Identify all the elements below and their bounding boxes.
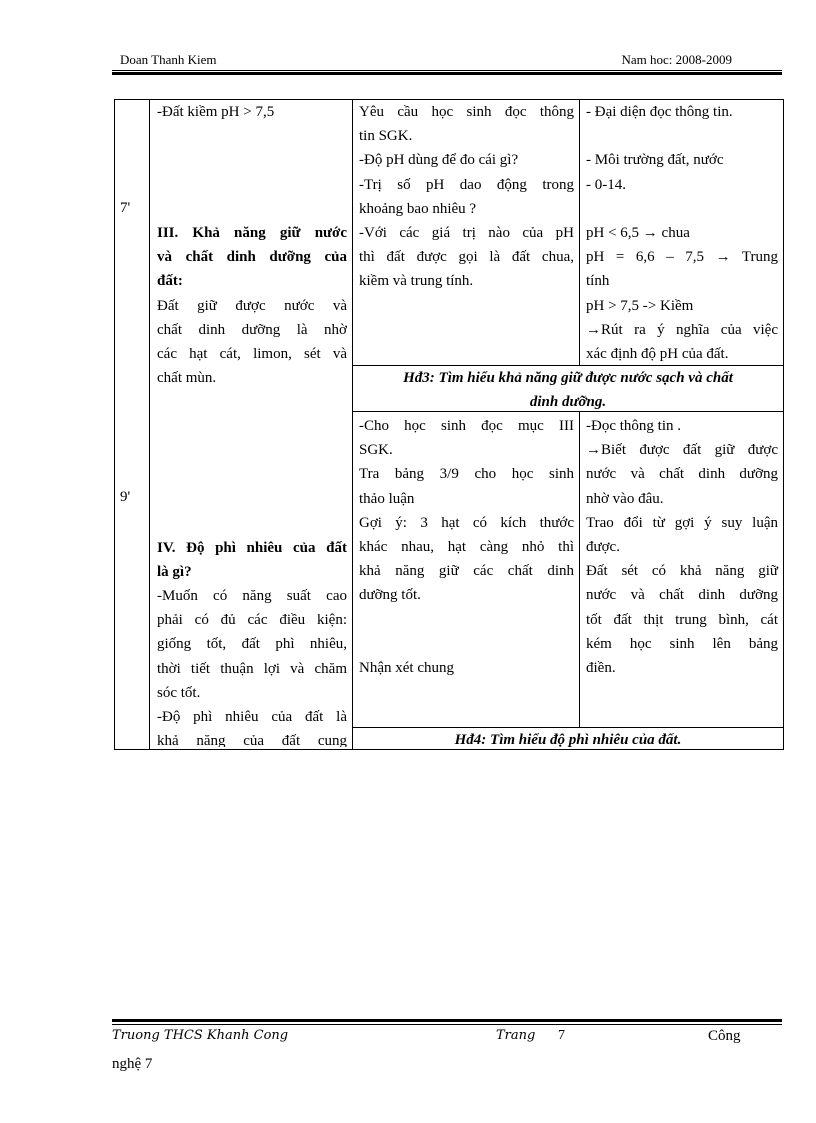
footer-subject: Công bbox=[708, 1028, 741, 1044]
content-cell bbox=[157, 100, 347, 747]
student-line: - 0-14. bbox=[586, 176, 626, 193]
table-divider-time bbox=[149, 99, 150, 750]
student-line: tính bbox=[586, 273, 610, 290]
section-iv-heading: là gì? bbox=[157, 563, 192, 580]
content-line: giống tốt, đất phì nhiêu, bbox=[157, 636, 347, 653]
header-rule bbox=[112, 70, 782, 71]
content-line: khả năng của đất cung bbox=[157, 733, 347, 748]
student-cell-2 bbox=[586, 414, 778, 680]
content-line: sóc tốt. bbox=[157, 684, 201, 701]
content-line: chất dinh dưỡng là nhờ bbox=[157, 321, 347, 338]
teacher-line: -Độ pH dùng để đo cái gì? bbox=[359, 152, 519, 169]
teacher-line: khoảng bao nhiêu ? bbox=[359, 200, 477, 217]
footer-page-number: 7 bbox=[558, 1028, 565, 1043]
student-line: pH = 6,6 – 7,5 → Trung bbox=[586, 249, 778, 266]
content-line: Đất giữ được nước và bbox=[157, 297, 347, 314]
teacher-line: tin SGK. bbox=[359, 128, 413, 145]
student-line: pH > 7,5 -> Kiềm bbox=[586, 297, 694, 314]
student-line: kém học sinh lên bảng bbox=[586, 635, 778, 652]
table-border-left bbox=[114, 99, 115, 750]
student-line: điền. bbox=[586, 660, 616, 677]
section-iv-heading: IV. Độ phì nhiêu của đất bbox=[157, 539, 347, 556]
teacher-line: -Cho học sinh đọc mục III bbox=[359, 418, 574, 434]
student-line: Đất sét có khả năng giữ bbox=[586, 563, 778, 580]
teacher-cell-1 bbox=[359, 100, 574, 294]
table-border-right bbox=[783, 99, 784, 750]
student-line: -Đọc thông tin . bbox=[586, 418, 681, 434]
teacher-line: Gợi ý: 3 hạt có kích thước bbox=[359, 514, 574, 531]
activity-3-line: dinh dưỡng. bbox=[529, 394, 607, 410]
content-line: -Muốn có năng suất cao bbox=[157, 588, 347, 605]
time-cell-2: 9' bbox=[120, 489, 131, 505]
content-line: thời tiết thuận lợi và chăm bbox=[157, 660, 347, 677]
footer-page-label: Trang bbox=[496, 1028, 536, 1043]
teacher-line: thì đất được gọi là đất chua, bbox=[359, 249, 574, 266]
teacher-line: kiềm và trung tính. bbox=[359, 273, 474, 290]
activity-3-heading bbox=[354, 366, 782, 414]
footer-rule bbox=[112, 1024, 782, 1025]
teacher-line: dưỡng tốt. bbox=[359, 587, 421, 604]
content-line: -Độ phì nhiêu của đất là bbox=[157, 709, 347, 726]
header-school-year: Nam hoc: 2008-2009 bbox=[621, 52, 732, 67]
student-line: được. bbox=[586, 539, 620, 556]
student-line: xác định độ pH của đất. bbox=[586, 346, 729, 363]
footer-rule-thick bbox=[112, 1019, 782, 1022]
table-divider-teacher-1 bbox=[579, 99, 580, 365]
student-line: pH < 6,5 → chua bbox=[586, 225, 690, 242]
teacher-line: Tra bảng 3/9 cho học sinh bbox=[359, 466, 574, 483]
teacher-line: -Với các giá trị nào của pH bbox=[359, 225, 574, 242]
student-line: tốt đất thịt trung bình, cát bbox=[586, 611, 778, 628]
student-line: →Biết được đất giữ được bbox=[586, 442, 778, 459]
activity-4-heading: Hđ4: Tìm hiểu độ phì nhiêu của đất. bbox=[454, 732, 682, 748]
section-iii-heading: III. Khả năng giữ nước bbox=[157, 225, 347, 242]
footer-school: Truong THCS Khanh Cong bbox=[112, 1028, 289, 1043]
teacher-line: khả năng giữ các chất dinh bbox=[359, 563, 574, 580]
teacher-line: -Trị số pH dao động trong bbox=[359, 176, 574, 193]
table-divider-content bbox=[352, 99, 353, 750]
header-rule-thick bbox=[112, 72, 782, 75]
student-line: Trao đổi từ gợi ý suy luận bbox=[586, 514, 778, 531]
teacher-line: Yêu cầu học sinh đọc thông bbox=[359, 104, 574, 120]
lesson-table bbox=[114, 99, 784, 750]
content-line: chất mùn. bbox=[157, 370, 217, 387]
table-divider-teacher-2 bbox=[579, 411, 580, 727]
header-author: Doan Thanh Kiem bbox=[120, 52, 217, 67]
section-iii-heading: và chất dinh dưỡng của bbox=[157, 249, 347, 266]
page-header bbox=[112, 52, 780, 70]
student-line: →Rút ra ý nghĩa của việc bbox=[586, 321, 778, 338]
section-iii-heading: đất: bbox=[157, 273, 183, 290]
content-line: các hạt cát, limon, sét và bbox=[157, 346, 347, 363]
student-cell-1 bbox=[586, 100, 778, 366]
teacher-line: SGK. bbox=[359, 442, 393, 459]
student-line: - Môi trường đất, nước bbox=[586, 152, 724, 169]
content-line: -Đất kiềm pH > 7,5 bbox=[157, 104, 275, 120]
content-line: phải có đủ các điều kiện: bbox=[157, 612, 347, 629]
student-line: - Đại diện đọc thông tin. bbox=[586, 104, 733, 120]
footer-subject-cont: nghệ 7 bbox=[112, 1056, 153, 1072]
teacher-line: khác nhau, hạt càng nhỏ thì bbox=[359, 539, 574, 556]
teacher-line: thảo luận bbox=[359, 490, 415, 507]
activity-3-line: Hđ3: Tìm hiểu khả năng giữ được nước sạch và chất bbox=[403, 370, 733, 386]
student-line: nước và chất dinh dưỡng bbox=[586, 587, 778, 604]
time-cell-1: 7' bbox=[120, 200, 131, 216]
student-line: nước và chất dinh dưỡng bbox=[586, 466, 778, 483]
student-line: nhờ vào đâu. bbox=[586, 490, 664, 507]
teacher-line: Nhận xét chung bbox=[359, 660, 454, 677]
teacher-cell-2 bbox=[359, 414, 574, 680]
